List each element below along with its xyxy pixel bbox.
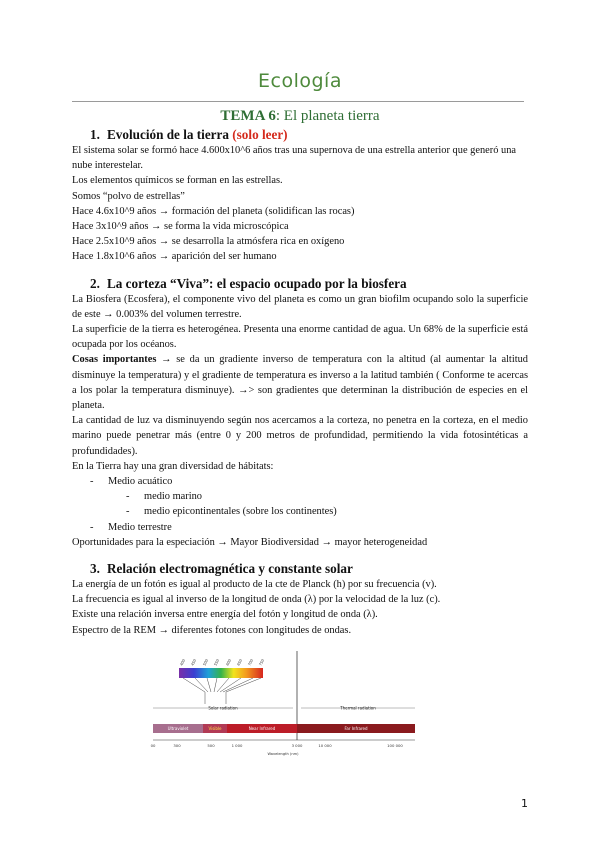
axis-tick: 10 000 [318, 742, 332, 748]
tick-650: 650 [236, 658, 244, 667]
section-2-number: 2. [90, 275, 100, 291]
visible-label: Visible [208, 725, 222, 731]
list-item: - medio epicontinentales (sobre los continentes) [72, 504, 528, 519]
sec3-line: La frecuencia es igual al inverso de la longitud de onda (λ) por la velocidad de la luz (c). [72, 594, 441, 606]
sec1-line: Hace 4.6x10^9 años → formación del planeta (solidifican las rocas) [72, 205, 355, 217]
important-text: se da un gradiente inverso de temperatura con la altitud (al aumentar la altitud disminuye la temperatura) y el gradiente de temperatura es inverso a la latitud también ( Conforme te acercas a los polar la temperatura disminuye). →> son gradientes que determinan la distribución de especies en el planeta. [72, 354, 528, 412]
axis-tick: 1 000 [231, 742, 243, 748]
tick-600: 600 [225, 658, 233, 667]
page-number: 1 [521, 797, 528, 810]
sec3-line: Existe una relación inversa entre energía del fotón y longitud de onda (λ). [72, 609, 378, 621]
spacer [72, 550, 528, 560]
tick-labels-top [179, 658, 265, 667]
tick-550: 550 [213, 658, 221, 667]
em-spectrum-figure [149, 646, 419, 758]
spacer [72, 265, 528, 275]
tick-700: 700 [247, 658, 255, 667]
tick-400: 400 [179, 658, 187, 667]
important-label: Cosas importantes → [72, 354, 172, 366]
sec1-line: Hace 1.8x10^6 años → aparición del ser humano [72, 251, 277, 263]
section-2-title: La corteza “Viva”: el espacio ocupado por la biosfera [107, 275, 407, 291]
sec1-line: Hace 2.5x10^9 años → se desarrolla la atmósfera rica en oxígeno [72, 236, 345, 248]
axis-tick: 500 [207, 742, 215, 748]
topic-label: TEMA 6 [220, 108, 276, 124]
section-3-number: 3. [90, 561, 100, 577]
page-content [72, 126, 528, 758]
sec2-paragraph: La Biosfera (Ecosfera), el componente vivo del planeta es como un gran biofilm ocupando solo la superficie de este → 0.003% del volumen terrestre. [72, 293, 528, 320]
x-axis-label: Wavelength (nm) [267, 751, 299, 756]
sec3-line: La energía de un fotón es igual al producto de la cte de Planck (h) por su frecuencia (v). [72, 579, 437, 591]
connector-lines [183, 678, 261, 704]
section-1-heading [72, 126, 528, 143]
course-header: Ecología [258, 70, 342, 92]
list-item: - medio marino [72, 489, 528, 504]
axis-tick: 100 000 [387, 742, 403, 748]
section-1-number: 1. [90, 127, 100, 142]
sec1-line: El sistema solar se formó hace 4.600x10^6 años tras una supernova de una estrella anterior que generó una nube interestelar. [72, 145, 517, 172]
axis-tick: 00 [150, 742, 156, 748]
spectrum-svg [149, 646, 419, 758]
section-3-heading [72, 560, 528, 577]
section-2-heading [72, 275, 528, 292]
topic-title [0, 108, 600, 125]
solar-radiation-label: Solar radiation [208, 705, 238, 711]
sec1-line: Los elementos químicos se forman en las estrellas. [72, 175, 283, 187]
habitat-list [72, 474, 528, 535]
section-1-title: Evolución de la tierra [107, 127, 229, 142]
tick-450: 450 [190, 658, 198, 667]
far-ir-label: Far Infrared [344, 725, 368, 731]
list-item: - Medio acuático [72, 474, 528, 489]
sec1-line: Somos “polvo de estrellas” [72, 190, 185, 202]
tick-750: 750 [258, 658, 266, 667]
list-item: - Medio terrestre [72, 520, 528, 535]
sec2-paragraph: La superficie de la tierra es heterogénea. Presenta una enorme cantidad de agua. Un 68% de la superficie está ocupada por los océanos. [72, 324, 528, 351]
sec2-paragraph [72, 352, 528, 413]
axis-tick-labels [151, 743, 404, 748]
sec3-line: Espectro de la REM → diferentes fotones con longitudes de ondas. [72, 624, 352, 636]
section-3-title: Relación electromagnética y constante solar [107, 561, 353, 577]
section-1-note: (solo leer) [232, 127, 288, 142]
uv-label: Ultraviolet [167, 725, 189, 731]
thermal-radiation-label: Thermal radiation [340, 705, 376, 711]
sec1-line: Hace 3x10^9 años → se forma la vida microscópica [72, 221, 289, 233]
visible-rainbow [179, 668, 263, 678]
axis-tick: 3 000 [291, 742, 303, 748]
sec2-paragraph: En la Tierra hay una gran diversidad de hábitats: [72, 460, 274, 472]
axis-tick: 300 [173, 742, 181, 748]
sec2-paragraph: La cantidad de luz va disminuyendo según nos acercamos a la corteza, no penetra en la corteza, en el medio marino puede penetrar más (entre 0 y 200 metros de profundidad, permitiendo la vida fotosintéticas a profundidades). [72, 415, 528, 457]
header-rule [72, 101, 524, 102]
near-ir-label: Near Infrared [248, 725, 276, 731]
topic-name: : El planeta tierra [275, 108, 380, 124]
tick-500: 500 [202, 658, 210, 667]
sec2-paragraph: Oportunidades para la especiación → Mayor Biodiversidad → mayor heterogeneidad [72, 536, 428, 548]
